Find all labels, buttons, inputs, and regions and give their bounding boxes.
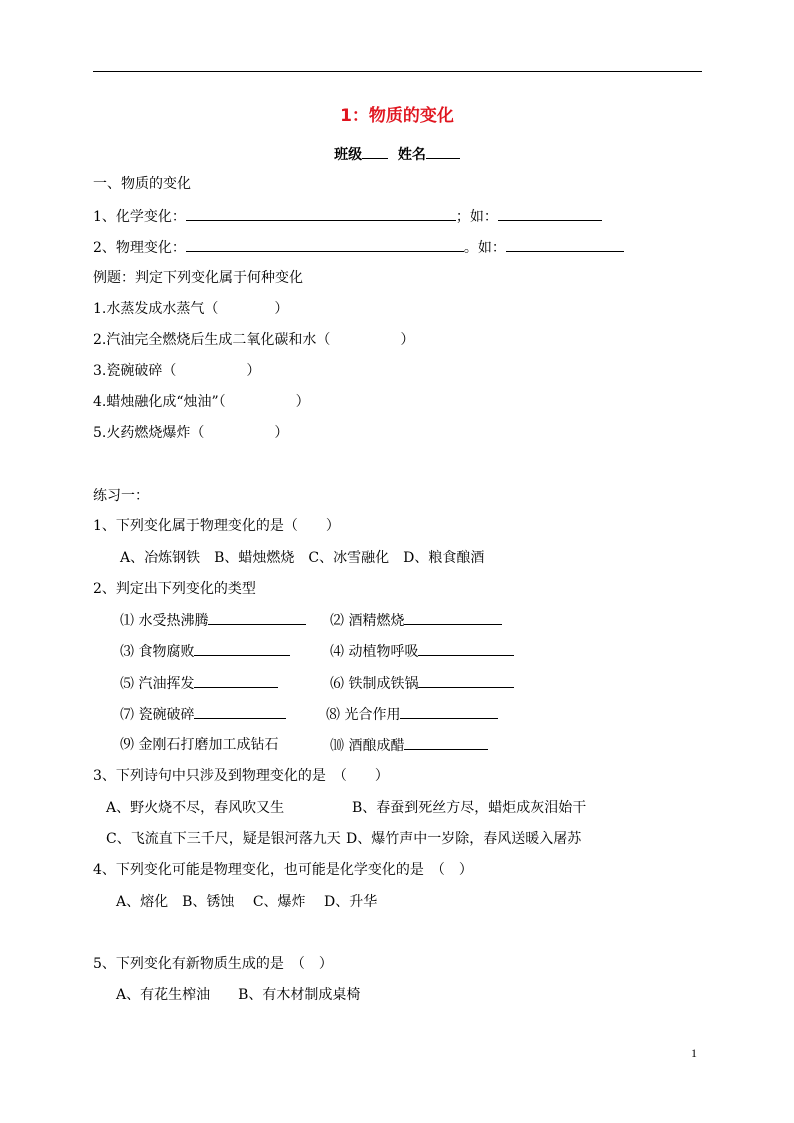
chem-change-line	[93, 206, 602, 227]
example-item: 1.水蒸发成水蒸气（ ）	[93, 301, 289, 317]
example-item: 3.瓷碗破碎（ ）	[93, 363, 261, 379]
q2-item: ⑶ 食物腐败	[120, 641, 290, 662]
chem-change-label: 1、化学变化：	[93, 209, 186, 225]
q3-option-a: A、野火烧不尽，春风吹又生	[106, 800, 285, 816]
header-rule	[93, 71, 702, 72]
example-heading: 例题：判定下列变化属于何种变化	[93, 270, 303, 286]
q2-item: ⑸ 汽油挥发	[120, 673, 278, 694]
phys-change-mid: 。如：	[463, 240, 506, 256]
question-1: 1、下列变化属于物理变化的是（ ）	[93, 518, 340, 534]
question-4: 4、下列变化可能是物理变化，也可能是化学变化的是 （ ）	[93, 862, 473, 878]
question-2: 2、判定出下列变化的类型	[93, 581, 256, 597]
q2-item: ⑼ 金刚石打磨加工成钻石	[120, 737, 279, 753]
q2-item: ⑺ 瓷碗破碎	[120, 704, 286, 725]
class-blank	[362, 144, 388, 159]
name-label: 姓名	[397, 147, 426, 163]
chem-change-mid: ；如：	[455, 209, 498, 225]
question-5: 5、下列变化有新物质生成的是 （ ）	[93, 956, 333, 972]
q2-item: ⑷ 动植物呼吸	[330, 641, 514, 662]
phys-change-blank	[186, 237, 464, 252]
question-1-options: A、冶炼钢铁 B、蜡烛燃烧 C、冰雪融化 D、粮食酿酒	[120, 550, 485, 566]
phys-change-label: 2、物理变化：	[93, 240, 186, 256]
subtitle	[0, 144, 794, 165]
chem-change-blank	[186, 206, 456, 221]
q3-option-b: B、春蚕到死丝方尽，蜡炬成灰泪始干	[352, 800, 587, 816]
q2-item: ⑻ 光合作用	[326, 704, 498, 725]
question-3: 3、下列诗句中只涉及到物理变化的是 （ ）	[93, 768, 389, 784]
page-title: 1：物质的变化	[340, 106, 454, 126]
example-item: 5.火药燃烧爆炸（ ）	[93, 425, 289, 441]
name-blank	[426, 144, 460, 159]
page-number: 1	[691, 1046, 697, 1060]
example-item: 4.蜡烛融化成“烛油”（ ）	[93, 394, 310, 410]
q2-item: ⑴ 水受热沸腾	[120, 610, 306, 631]
question-4-options: A、熔化 B、锈蚀 C、爆炸 D、升华	[116, 894, 378, 910]
q3-option-d: D、爆竹声中一岁除，春风送暖入屠苏	[346, 831, 582, 847]
q2-item: ⑹ 铁制成铁锅	[330, 673, 514, 694]
phys-example-blank	[506, 237, 624, 252]
example-item: 2.汽油完全燃烧后生成二氧化碳和水（ ）	[93, 332, 415, 348]
q3-option-c: C、飞流直下三千尺，疑是银河落九天	[106, 831, 341, 847]
q2-item: ⑽ 酒酿成醋	[330, 735, 488, 756]
practice-heading: 练习一：	[93, 488, 149, 504]
section-heading: 一、物质的变化	[93, 176, 191, 192]
phys-change-line	[93, 237, 624, 258]
class-label: 班级	[334, 147, 363, 163]
chem-example-blank	[498, 206, 602, 221]
question-5-options: A、有花生榨油 B、有木材制成桌椅	[116, 987, 361, 1003]
q2-item: ⑵ 酒精燃烧	[330, 610, 502, 631]
